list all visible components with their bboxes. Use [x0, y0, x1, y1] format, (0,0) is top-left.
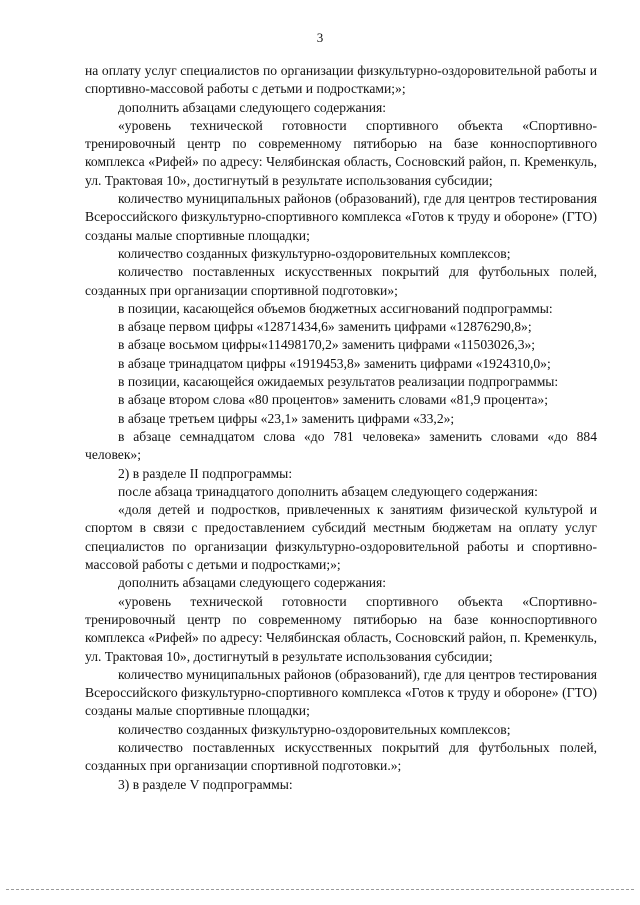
paragraph: количество поставленных искусственных покрытий для футбольных полей, созданных при организации спортивной подготовки.»; — [85, 739, 597, 774]
paragraph: в абзаце семнадцатом слова «до 781 человека» заменить словами «до 884 человек»; — [85, 428, 597, 463]
paragraph: «уровень технической готовности спортивного объекта «Спортивно-тренировочный центр по современному пятиборью на базе конноспортивного комплекса «Рифей» по адресу: Челябинская область, Сосновский район, п. Кременкуль, ул. Трактовая 10», достигнутый в результате использования субсидии; — [85, 117, 597, 188]
document-body — [85, 62, 597, 794]
paragraph: дополнить абзацами следующего содержания: — [118, 575, 387, 591]
paragraph: в позиции, касающейся объемов бюджетных ассигнований подпрограммы: — [118, 300, 553, 316]
paragraph: количество созданных физкультурно-оздоровительных комплексов; — [118, 721, 511, 737]
paragraph: в абзаце втором слова «80 процентов» заменить словами «81,9 процента»; — [118, 392, 548, 408]
paragraph: 3) в разделе V подпрограммы: — [118, 776, 293, 792]
paragraph: в абзаце третьем цифры «23,1» заменить цифрами «33,2»; — [118, 410, 455, 426]
paragraph: в абзаце тринадцатом цифры «1919453,8» заменить цифрами «1924310,0»; — [118, 355, 551, 371]
paragraph: в позиции, касающейся ожидаемых результатов реализации подпрограммы: — [118, 374, 559, 390]
paragraph: после абзаца тринадцатого дополнить абзацем следующего содержания: — [118, 483, 538, 499]
paragraph: на оплату услуг специалистов по организации физкультурно-оздоровительной работы и спортивно-массовой работы с детьми и подростками;»; — [85, 63, 597, 97]
paragraph: количество муниципальных районов (образований), где для центров тестирования Всероссийского физкультурно-спортивного комплекса «Готов к труду и обороне» (ГТО) созданы малые спортивные площадки; — [85, 666, 597, 719]
paragraph: в абзаце первом цифры «12871434,6» заменить цифрами «12876290,8»; — [118, 319, 532, 335]
paragraph: дополнить абзацами следующего содержания: — [118, 99, 387, 115]
paragraph: количество муниципальных районов (образований), где для центров тестирования Всероссийского физкультурно-спортивного комплекса «Готов к труду и обороне» (ГТО) созданы малые спортивные площадки; — [85, 191, 597, 243]
paragraph: 2) в разделе II подпрограммы: — [118, 465, 293, 481]
paragraph: «доля детей и подростков, привлеченных к занятиям физической культурой и спортом в связи с предоставлением субсидий местным бюджетам на оплату услуг специалистов по организации физкультурно-оздоровительной работы и спортивно-массовой работы с детьми и подростками;»; — [85, 502, 597, 573]
paragraph: количество поставленных искусственных покрытий для футбольных полей, созданных при организации спортивной подготовки»; — [85, 264, 597, 298]
page-number: 3 — [316, 30, 324, 45]
paragraph: в абзаце восьмом цифры«11498170,2» заменить цифрами «11503026,3»; — [118, 337, 536, 353]
paragraph: «уровень технической готовности спортивного объекта «Спортивно-тренировочный центр по современному пятиборью на базе конноспортивного комплекса «Рифей» по адресу: Челябинская область, Сосновский район, п. Кременкуль, ул. Трактовая 10», достигнутый в результате использования субсидии; — [85, 593, 597, 664]
paragraph: количество созданных физкультурно-оздоровительных комплексов; — [118, 245, 511, 261]
footer-divider — [6, 889, 634, 890]
